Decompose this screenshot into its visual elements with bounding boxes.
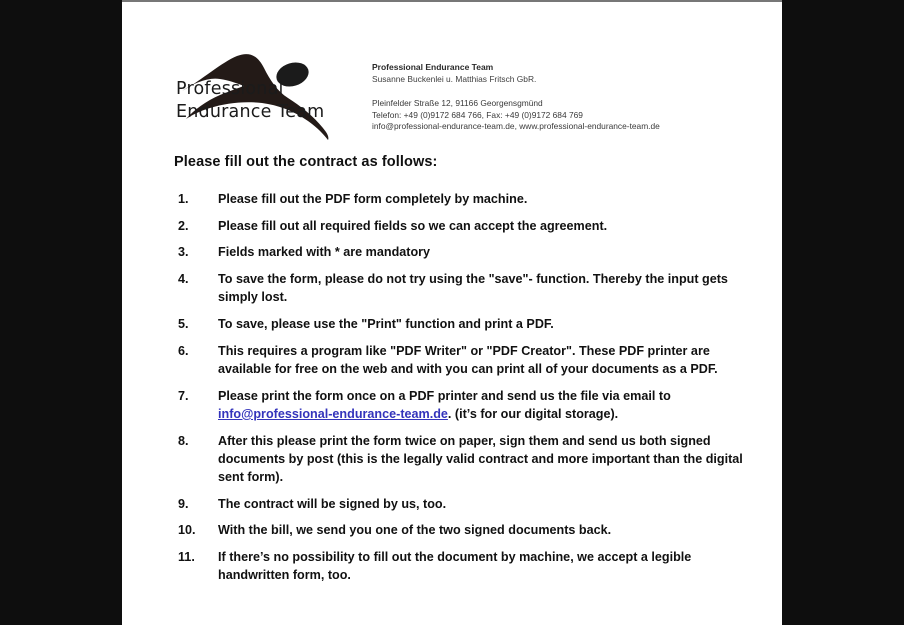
list-item-number: 6.	[178, 343, 189, 358]
list-item	[174, 270, 754, 306]
list-item	[174, 315, 754, 333]
logo-wordmark-line2: Endurance Team	[176, 102, 325, 122]
list-item	[174, 342, 754, 378]
list-item-number: 2.	[178, 218, 189, 233]
list-item	[174, 495, 754, 513]
instruction-list	[174, 190, 754, 593]
list-item-text: The contract will be signed by us, too.	[218, 496, 447, 511]
list-item-number: 1.	[178, 192, 189, 206]
list-item-number: 5.	[178, 317, 189, 332]
list-item-text: To save, please use the "Print" function and print a PDF.	[218, 317, 554, 332]
list-item-text: To save the form, please do not try using the "save"- function. Thereby the input gets simply lost.	[218, 272, 728, 305]
list-item-number: 7.	[178, 388, 189, 403]
company-logo	[174, 46, 354, 146]
list-item-number: 9.	[178, 496, 189, 511]
list-item-text-lead: Please print the form once on a PDF printer and send us the file via email to	[218, 388, 671, 403]
contact-address: Pleinfelder Straße 12, 91166 Georgensgmünd	[372, 98, 543, 108]
logo-wordmark-line1: Professional	[176, 79, 284, 99]
list-item-text: If there’s no possibility to fill out the document by machine, we accept a legible handwritten form, too.	[218, 550, 692, 583]
logo-wordmark	[176, 78, 324, 124]
list-item	[174, 190, 754, 208]
list-item	[174, 217, 754, 235]
list-item-text: With the bill, we send you one of the two signed documents back.	[218, 523, 612, 538]
list-item-text	[218, 387, 754, 423]
contact-company-name: Professional Endurance Team	[372, 62, 494, 72]
list-item-text: After this please print the form twice on paper, sign them and send us both signed documents by post (this is the legally valid contract and more important than the digital sent form).	[218, 433, 743, 484]
list-item	[174, 521, 754, 539]
email-link[interactable]: info@professional-endurance-team.de	[218, 406, 448, 421]
list-item-text: This requires a program like "PDF Writer" or "PDF Creator". These PDF printer are available for free on the web and with you can print all of your documents as a PDF.	[218, 343, 718, 376]
list-item	[174, 243, 754, 261]
list-item-text-tail: . (it’s for our digital storage).	[447, 406, 619, 421]
letterhead	[122, 44, 782, 149]
list-item	[174, 432, 754, 487]
list-item-text: Please fill out all required fields so we can accept the agreement.	[218, 218, 608, 233]
list-item	[174, 548, 754, 584]
list-item-number: 4.	[178, 272, 189, 287]
contact-address-group	[372, 98, 772, 133]
list-item-number: 11.	[178, 550, 195, 565]
contact-details	[372, 62, 772, 133]
list-item-number: 10.	[178, 523, 196, 538]
list-item-number: 8.	[178, 433, 189, 448]
contact-email-web: info@professional-endurance-team.de, www.professional-endurance-team.de	[372, 121, 660, 131]
list-item-number: 3.	[178, 245, 189, 260]
list-item-text: Please fill out the PDF form completely by machine.	[218, 192, 528, 206]
document-page	[122, 0, 782, 625]
contact-phone-fax: Telefon: +49 (0)9172 684 766, Fax: +49 (0)9172 684 769	[372, 109, 583, 120]
contact-owners: Susanne Buckenlei u. Matthias Fritsch GbR.	[372, 73, 537, 84]
list-item	[174, 387, 754, 423]
list-item-text: Fields marked with * are mandatory	[218, 245, 431, 260]
page-title: Please fill out the contract as follows:	[174, 154, 438, 170]
